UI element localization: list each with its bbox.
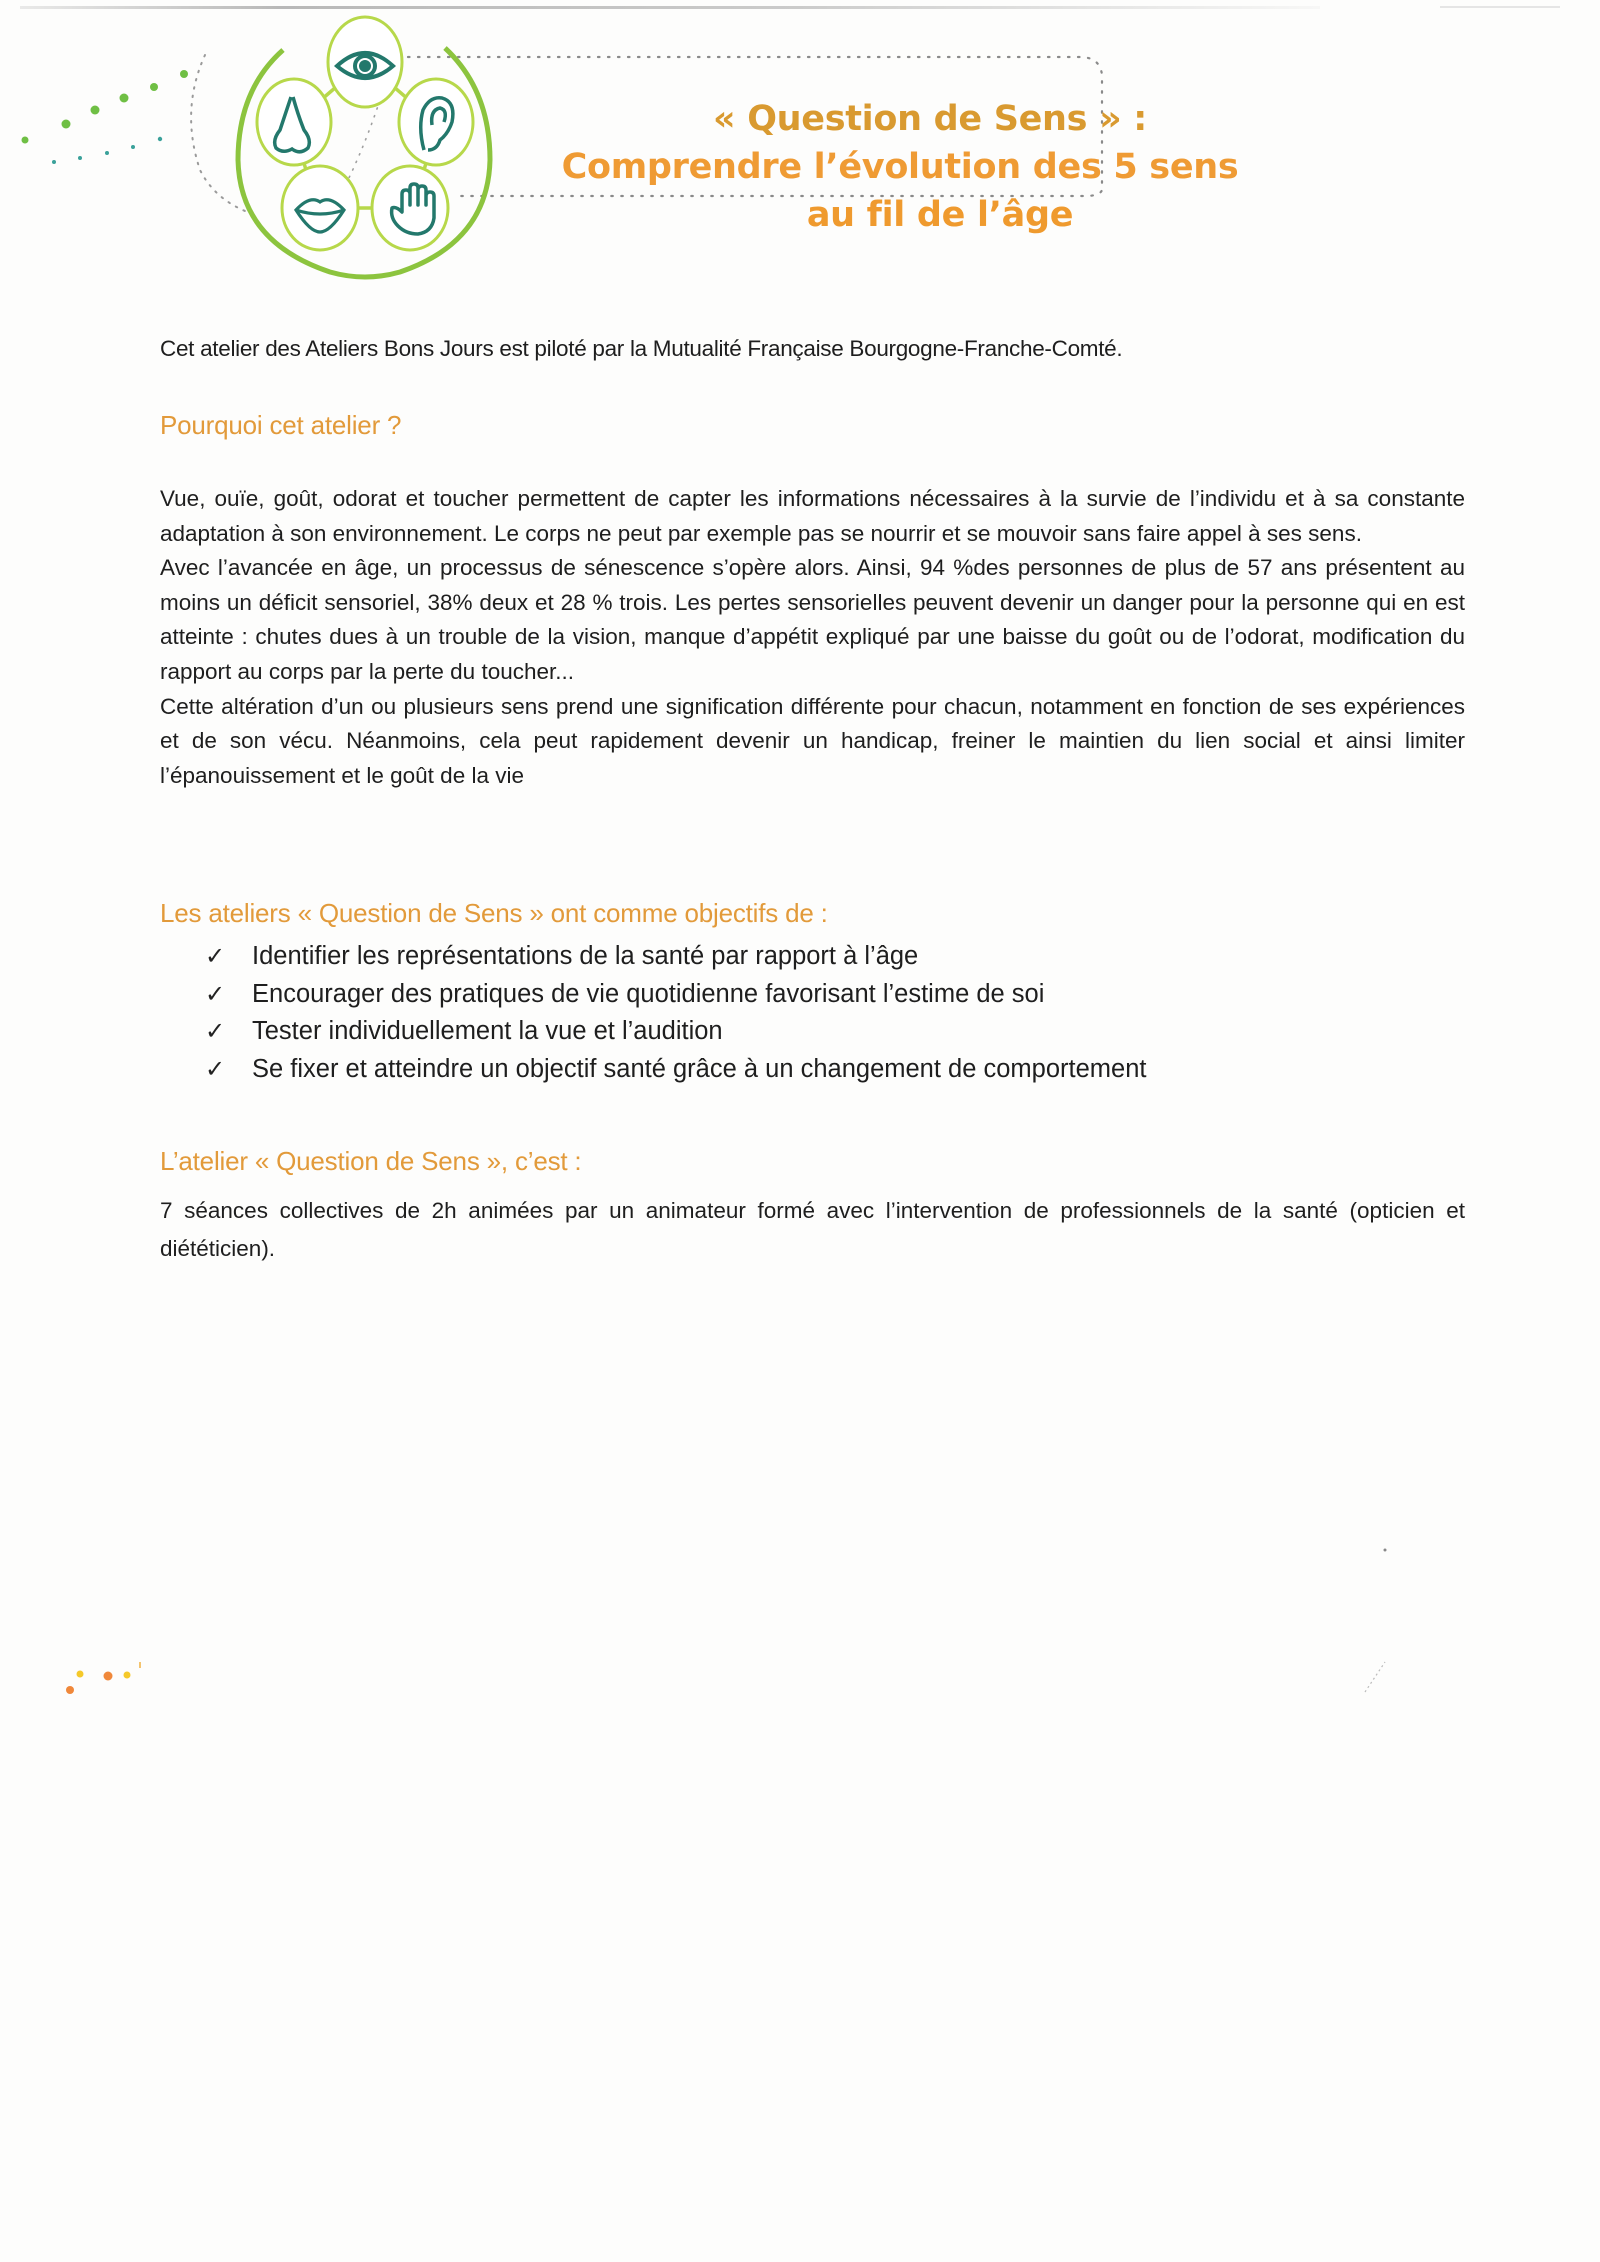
title-line-3: au fil de l’âge — [806, 195, 1074, 235]
section-heading-format: L’atelier « Question de Sens », c’est : — [160, 1146, 582, 1176]
list-item — [205, 1051, 1146, 1089]
list-item-text: Encourager des pratiques de vie quotidienne favorisant l’estime de soi — [252, 979, 1045, 1008]
list-item-text: Se fixer et atteindre un objectif santé grâce à un changement de comportement — [252, 1055, 1147, 1084]
why-paragraphs — [160, 482, 1465, 793]
decorative-dots-teal — [52, 137, 162, 164]
list-item-text: Tester individuellement la vue et l’audition — [252, 1017, 723, 1046]
title-line-2: Comprendre l’évolution des 5 sens — [561, 147, 1239, 187]
list-item — [205, 938, 1146, 976]
format-text: 7 séances collectives de 2h animées par un animateur formé avec l’intervention de professionnels de la santé (opticien et diététicien). — [160, 1198, 1465, 1261]
paragraph: Vue, ouïe, goût, odorat et toucher permettent de capter les informations nécessaires à la survie de l’individu et à sa constante adaptation à son environnement. Le corps ne peut par exemple pas se nourrir et se mouvoir sans faire appel à ses sens. — [160, 486, 1465, 546]
checkmark-icon: ✓ — [205, 943, 226, 970]
page-title — [520, 95, 1280, 239]
objectives-list — [205, 938, 1146, 1089]
list-item-text: Identifier les représentations de la santé par rapport à l’âge — [252, 942, 919, 970]
checkmark-icon: ✓ — [205, 1018, 226, 1046]
intro-text: Cet atelier des Ateliers Bons Jours est piloté par la Mutualité Française Bourgogne-Franche-Comté. — [160, 336, 1123, 361]
checkmark-icon: ✓ — [205, 1056, 226, 1084]
paragraph: Cette altération d’un ou plusieurs sens prend une signification différente pour chacun, notamment en fonction de ses expériences et de son vécu. Néanmoins, cela peut rapidement devenir un handicap, freiner le maintien du lien social et ainsi limiter l’épanouissement et le goût de la vie — [160, 693, 1465, 788]
list-item — [205, 1013, 1146, 1051]
section-heading-why: Pourquoi cet atelier ? — [160, 410, 402, 440]
title-line-1: « Question de Sens » : — [713, 99, 1147, 139]
scan-edge-line — [1440, 6, 1560, 8]
checkmark-icon: ✓ — [205, 980, 226, 1008]
section-heading-objectives: Les ateliers « Question de Sens » ont comme objectifs de : — [160, 898, 828, 928]
paragraph: Avec l’avancée en âge, un processus de sénescence s’opère alors. Ainsi, 94 %des personnes de plus de 57 ans présentent au moins un déficit sensoriel, 38% deux et 28 % trois. Les pertes sensorielles peuvent devenir un danger pour la personne qui en est atteinte : chutes dues à un trouble de la vision, manque d’appétit expliqué par une baisse du goût ou de l’odorat, modification du rapport au corps par la perte du toucher... — [160, 555, 1465, 684]
list-item — [205, 976, 1146, 1014]
decorative-dots-green — [22, 70, 189, 144]
